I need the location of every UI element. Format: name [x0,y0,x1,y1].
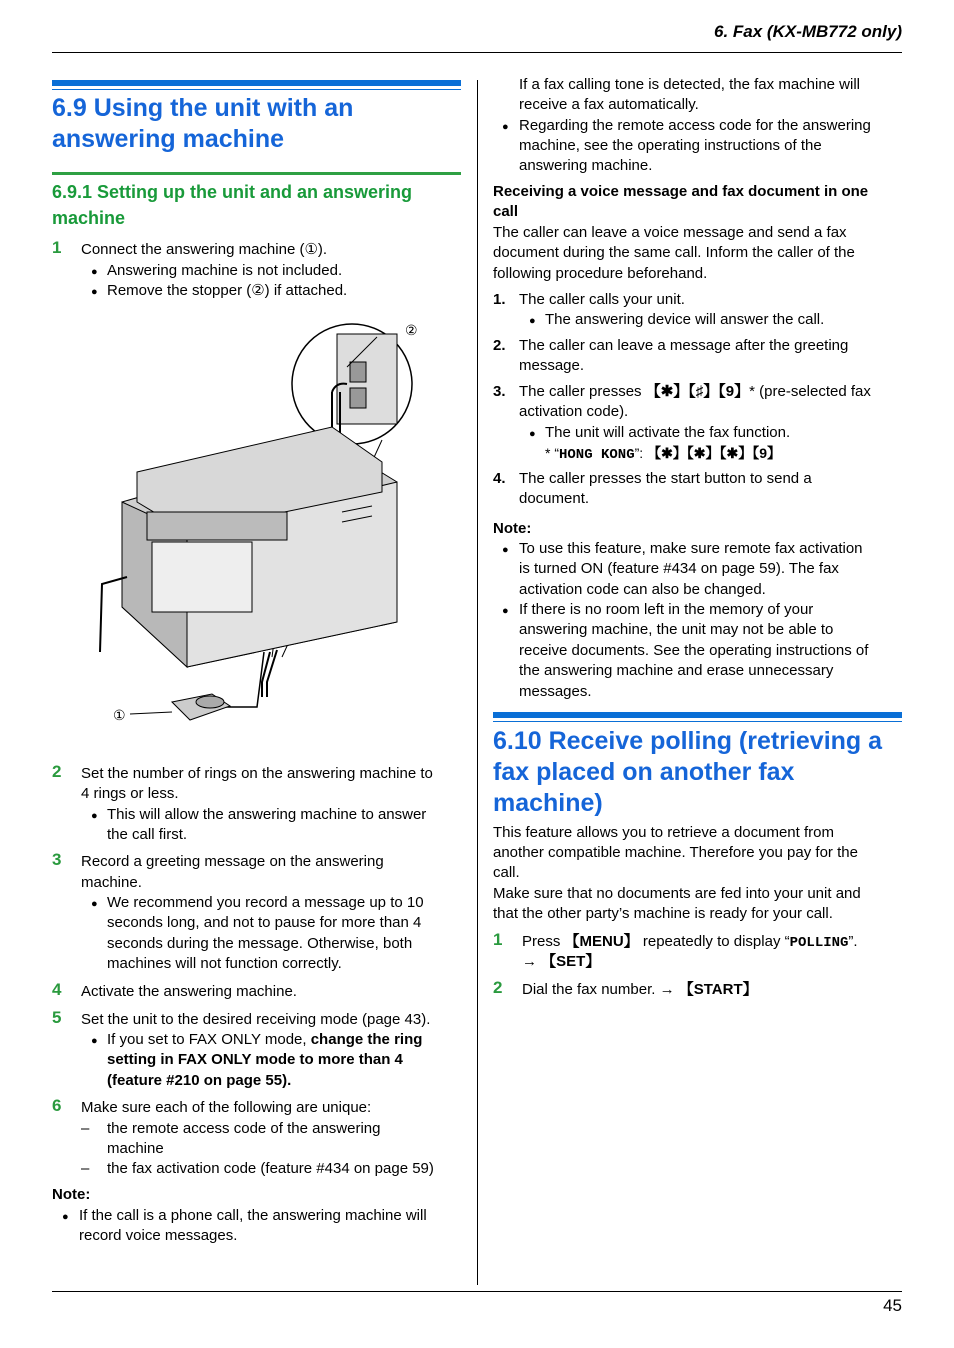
callout-1: ① [113,707,126,723]
bullet-text: machines will not function correctly. [107,955,342,972]
section-title: 6.9 Using the unit with an answering machine [52,94,354,153]
list-text: activation code). [519,403,629,420]
bullet: ● [529,428,536,440]
bullet-text: seconds during the message. Otherwise, both [107,935,413,952]
section-bar-thin [52,89,461,90]
list-text: The caller calls your unit. [519,291,685,308]
bullet: ● [91,286,98,298]
header-rule [52,52,902,53]
bullet-text: The answering device will answer the call. [545,311,825,328]
step-text: Dial the fax number. → 【START】 [522,981,758,998]
page-number: 45 [883,1296,902,1315]
paragraph-text: This feature allows you to retrieve a document from [493,824,834,841]
section-title: 6.10 Receive polling (retrieving a fax placed on another fax machine) [493,727,883,817]
bullet: ● [91,898,98,910]
section-bar-thin [493,721,902,722]
note-text: If the call is a phone call, the answering machine will [79,1207,427,1224]
printer-illustration [92,322,432,742]
step-number: 5 [52,1008,62,1027]
note-text: If there is no room left in the memory of your [519,601,814,618]
paragraph-text: receive a fax automatically. [519,96,699,113]
step-text: Connect the answering machine (①). [81,241,328,258]
callout-2: ② [405,322,418,338]
list-text: The caller presses 【✱】【♯】【9】* (pre-selected fax [519,383,871,400]
bullet-text: If you set to FAX ONLY mode, change the ring [107,1031,423,1048]
dash-text: the fax activation code (feature #434 on page 59) [107,1160,434,1177]
step-number: 1 [52,238,62,257]
footer-rule [52,1291,902,1292]
paragraph-text: another compatible machine. Therefore you pay for the [493,844,858,861]
list-text: The caller can leave a message after the greeting [519,337,849,354]
bullet-text: Answering machine is not included. [107,262,343,279]
step-text: → 【SET】 [522,953,601,970]
bullet: ● [91,266,98,278]
dash-text: machine [107,1140,164,1157]
step-number: 1 [493,930,503,949]
paragraph-text: If a fax calling tone is detected, the fax machine will [519,76,861,93]
note-text: receive documents. See the operating instructions of [519,642,869,659]
step-text: Record a greeting message on the answering [81,853,384,870]
step-text: Press 【MENU】 repeatedly to display “POLLING”. [522,933,858,951]
section-bar [493,712,902,718]
bullet-text: (feature #210 on page 55). [107,1072,292,1089]
step-text: Make sure each of the following are unique: [81,1099,372,1116]
paragraph-text: Make sure that no documents are fed into your unit and [493,885,861,902]
header-title: 6. Fax (KX-MB772 only) [714,22,902,41]
bullet-text: We recommend you record a message up to 10 [107,894,424,911]
bullet: ● [502,121,509,133]
footnote-text: * “HONG KONG”: 【✱】【✱】【✱】【9】 [545,445,782,463]
list-number: 4. [493,470,506,487]
step-number: 2 [52,762,62,781]
step-text: machine. [81,874,142,891]
paragraph-text: call. [493,864,520,881]
step-number: 2 [493,978,503,997]
note-text: record voice messages. [79,1227,238,1244]
note-label: Note: [52,1186,91,1203]
bullet-text: This will allow the answering machine to answer [107,806,427,823]
note-text: messages. [519,683,592,700]
bullet-text: Regarding the remote access code for the answering [519,117,871,134]
subsection-bar [52,172,461,175]
bullet: ● [62,1211,69,1223]
bullet-text: Remove the stopper (②) if attached. [107,282,348,299]
subheading: call [493,203,519,220]
section-bar [52,80,461,86]
bullet: ● [91,1035,98,1047]
bullet: ● [502,605,509,617]
connection-illustration [92,322,432,742]
note-text: is turned ON (feature #434 on page 59). The fax [519,560,839,577]
note-text: activation code can also be changed. [519,581,766,598]
dash-text: the remote access code of the answering [107,1120,381,1137]
bullet: ● [502,544,509,556]
paragraph-text: document during the same call. Inform the caller of the [493,244,855,261]
bullet-text: machine, see the operating instructions of the [519,137,822,154]
step-number: 6 [52,1096,62,1115]
note-text: the answering machine and erase unnecessary [519,662,834,679]
note-text: To use this feature, make sure remote fax activation [519,540,863,557]
list-number: 3. [493,383,506,400]
step-text: Set the unit to the desired receiving mode (page 43). [81,1011,431,1028]
step-number: 3 [52,850,62,869]
bullet-text: the call first. [107,826,188,843]
bullet: ● [91,810,98,822]
list-number: 2. [493,337,506,354]
column-divider [477,80,478,1285]
note-label: Note: [493,520,532,537]
dash: – [81,1160,90,1177]
subheading: Receiving a voice message and fax document in one [493,183,869,200]
bullet-text: setting in FAX ONLY mode to more than 4 [107,1051,403,1068]
paragraph-text: following procedure beforehand. [493,265,708,282]
step-text: 4 rings or less. [81,785,179,802]
step-text: Activate the answering machine. [81,983,297,1000]
bullet-text: answering machine. [519,157,653,174]
note-text: answering machine, the unit may not be able to [519,621,834,638]
list-number: 1. [493,291,506,308]
dash: – [81,1120,90,1137]
step-text: Set the number of rings on the answering machine to [81,765,433,782]
list-text: The caller presses the start button to send a [519,470,812,487]
list-text: message. [519,357,585,374]
step-number: 4 [52,980,62,999]
bullet: ● [529,315,536,327]
bullet-text: seconds long, and not to pause for more than 4 [107,914,422,931]
paragraph-text: The caller can leave a voice message and send a fax [493,224,847,241]
subsection-title: 6.9.1 Setting up the unit and an answering machine [52,182,413,228]
paragraph-text: that the other party’s machine is ready for your call. [493,905,833,922]
list-text: document. [519,490,590,507]
bullet-text: The unit will activate the fax function. [545,424,791,441]
